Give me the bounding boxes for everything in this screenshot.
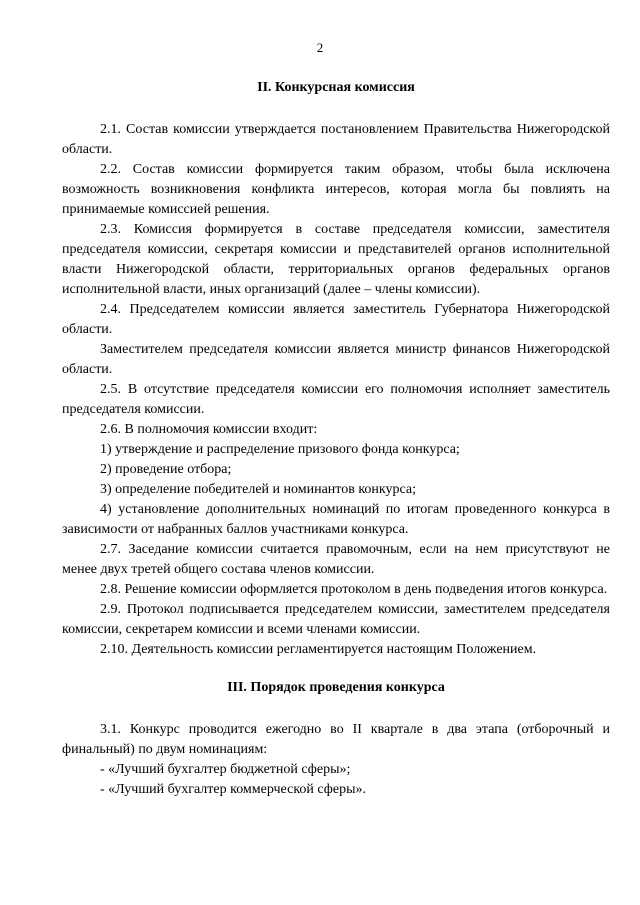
paragraph-2-4-deputy: Заместителем председателя комиссии является министр финансов Нижегородской области. [62,342,610,377]
power-item-1: 1) утверждение и распределение призового фонда конкурса; [100,442,460,457]
document-body [62,78,610,800]
paragraph-2-7: 2.7. Заседание комиссии считается правомочным, если на нем присутствуют не менее двух третей общего состава членов комиссии. [62,542,610,577]
paragraph-2-3: 2.3. Комиссия формируется в составе председателя комиссии, заместителя председателя комиссии, секретаря комиссии и представителей органов исполнительной власти Нижегородской области, территориальных органов федеральных органов исполнительной власти, иных организаций (далее – члены комиссии). [62,222,610,297]
power-item-3: 3) определение победителей и номинантов конкурса; [100,482,417,497]
section-2-title: II. Конкурсная комиссия [257,80,415,95]
paragraph-2-5: 2.5. В отсутствие председателя комиссии его полномочия исполняет заместитель председателя комиссии. [62,382,610,417]
paragraph-2-10: 2.10. Деятельность комиссии регламентируется настоящим Положением. [100,642,537,657]
paragraph-2-6: 2.6. В полномочия комиссии входит: [100,422,318,437]
page-number: 2 [316,40,324,55]
paragraph-2-9: 2.9. Протокол подписывается председателем комиссии, заместителем председателя комиссии, секретарем комиссии и всеми членами комиссии. [62,602,610,637]
section-3-title: III. Порядок проведения конкурса [227,680,445,695]
paragraph-2-1: 2.1. Состав комиссии утверждается постановлением Правительства Нижегородской области. [62,122,610,157]
nomination-item-2: - «Лучший бухгалтер коммерческой сферы». [100,782,366,797]
paragraph-2-4: 2.4. Председателем комиссии является заместитель Губернатора Нижегородской области. [62,302,610,337]
paragraph-2-8: 2.8. Решение комиссии оформляется протоколом в день подведения итогов конкурса. [100,582,608,597]
paragraph-2-2: 2.2. Состав комиссии формируется таким образом, чтобы была исключена возможность возникновения конфликта интересов, которая могла бы повлиять на принимаемые комиссией решения. [62,162,610,217]
power-item-2: 2) проведение отбора; [100,462,232,477]
power-item-4: 4) установление дополнительных номинаций по итогам проведенного конкурса в зависимости от набранных баллов участниками конкурса. [62,502,610,537]
paragraph-3-1: 3.1. Конкурс проводится ежегодно во II квартале в два этапа (отборочный и финальный) по двум номинациям: [62,722,610,757]
nomination-item-1: - «Лучший бухгалтер бюджетной сферы»; [100,762,351,777]
